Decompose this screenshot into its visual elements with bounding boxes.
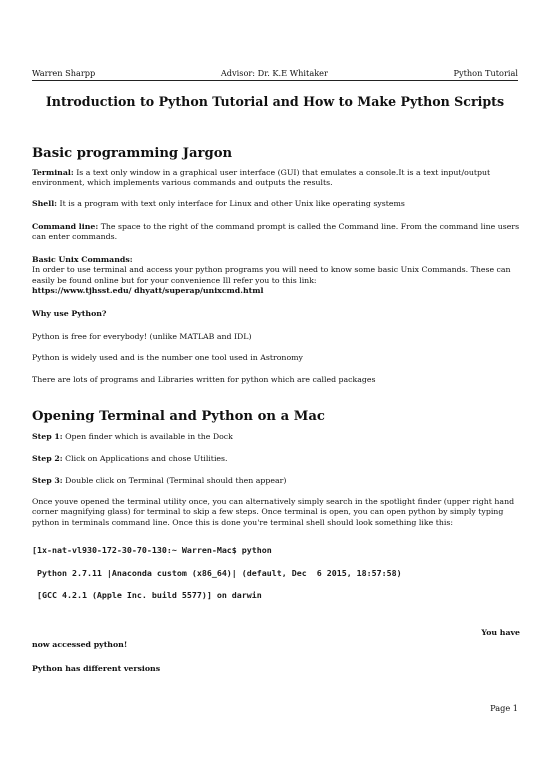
terminal-line: Python 2.7.11 |Anaconda custom (x86_64)| (default, Dec 6 2015, 18:57:58) bbox=[32, 567, 402, 578]
why-point-2: Python is widely used and is the number one tool used in Astronomy bbox=[32, 353, 303, 362]
header-advisor: Advisor: Dr. K.E Whitaker bbox=[220, 68, 328, 78]
why-point-3: There are lots of programs and Libraries written for python which are called packages bbox=[32, 375, 376, 384]
term-command-line: Command line: bbox=[32, 222, 99, 231]
section-heading-mac: Opening Terminal and Python on a Mac bbox=[32, 409, 325, 424]
page-number: Page 1 bbox=[490, 703, 518, 713]
accessed-right: You have bbox=[481, 628, 520, 637]
why-point-1: Python is free for everybody! (unlike MATLAB and IDL) bbox=[32, 332, 252, 341]
def-unix-text: In order to use terminal and access your python programs you will need to know some basic Unix Commands. These can easily be found online but for your convenience Ill refer you to this link: bbox=[32, 265, 511, 285]
step-3-label: Step 3: bbox=[32, 476, 63, 485]
why-python-heading-text: Why use Python? bbox=[32, 309, 107, 318]
step-3-text: Double click on Terminal (Terminal should then appear) bbox=[62, 476, 287, 485]
step-3 bbox=[32, 476, 520, 486]
term-shell: Shell: bbox=[32, 199, 58, 208]
def-shell bbox=[32, 199, 520, 209]
why-python-heading bbox=[32, 309, 520, 319]
header-author: Warren Sharpp bbox=[32, 68, 96, 78]
terminal-line: [GCC 4.2.1 (Apple Inc. build 5577)] on darwin bbox=[32, 590, 262, 601]
step-1-text: Open finder which is available in the Dock bbox=[62, 432, 233, 441]
step-1-label: Step 1: bbox=[32, 432, 63, 441]
def-command-line bbox=[32, 222, 520, 243]
def-command-line-text: The space to the right of the command prompt is called the Command line. From the command line users can enter commands. bbox=[32, 222, 520, 242]
page-header bbox=[32, 66, 518, 81]
terminal-screenshot bbox=[32, 534, 452, 609]
def-unix-commands bbox=[32, 255, 520, 297]
def-terminal bbox=[32, 168, 520, 189]
step-2-text: Click on Applications and chose Utilities. bbox=[62, 454, 228, 463]
versions-heading: Python has different versions bbox=[32, 664, 161, 673]
term-terminal: Terminal: bbox=[32, 168, 74, 177]
section-heading-jargon: Basic programming Jargon bbox=[32, 146, 233, 161]
unix-link[interactable]: https://www.tjhsst.edu/ dhyatt/superap/unixcmd.html bbox=[32, 286, 264, 296]
term-unix: Basic Unix Commands: bbox=[32, 255, 133, 264]
def-shell-text: It is a program with text only interface for Linux and other Unix like operating systems bbox=[57, 199, 405, 208]
step-1 bbox=[32, 432, 520, 442]
accessed-left: now accessed python! bbox=[32, 640, 128, 649]
step-2 bbox=[32, 454, 520, 464]
header-topic: Python Tutorial bbox=[453, 68, 518, 78]
terminal-line: [1x-nat-vl930-172-30-70-130:~ Warren-Mac$ python bbox=[32, 545, 272, 556]
def-terminal-text: Is a text only window in a graphical user interface (GUI) that emulates a console.It is a text input/output environment, which implements various commands and outputs the results. bbox=[32, 168, 491, 188]
step-2-label: Step 2: bbox=[32, 454, 63, 463]
spotlight-paragraph: Once youve opened the terminal utility once, you can alternatively simply search in the spotlight finder (upper right hand corner magnifying glass) for terminal to skip a few steps. Once terminal is open, you can open python by simply typing python in terminals command line. Once this is done you're terminal shell should look something like this: bbox=[32, 497, 515, 527]
document-title: Introduction to Python Tutorial and How to Make Python Scripts bbox=[45, 94, 505, 109]
